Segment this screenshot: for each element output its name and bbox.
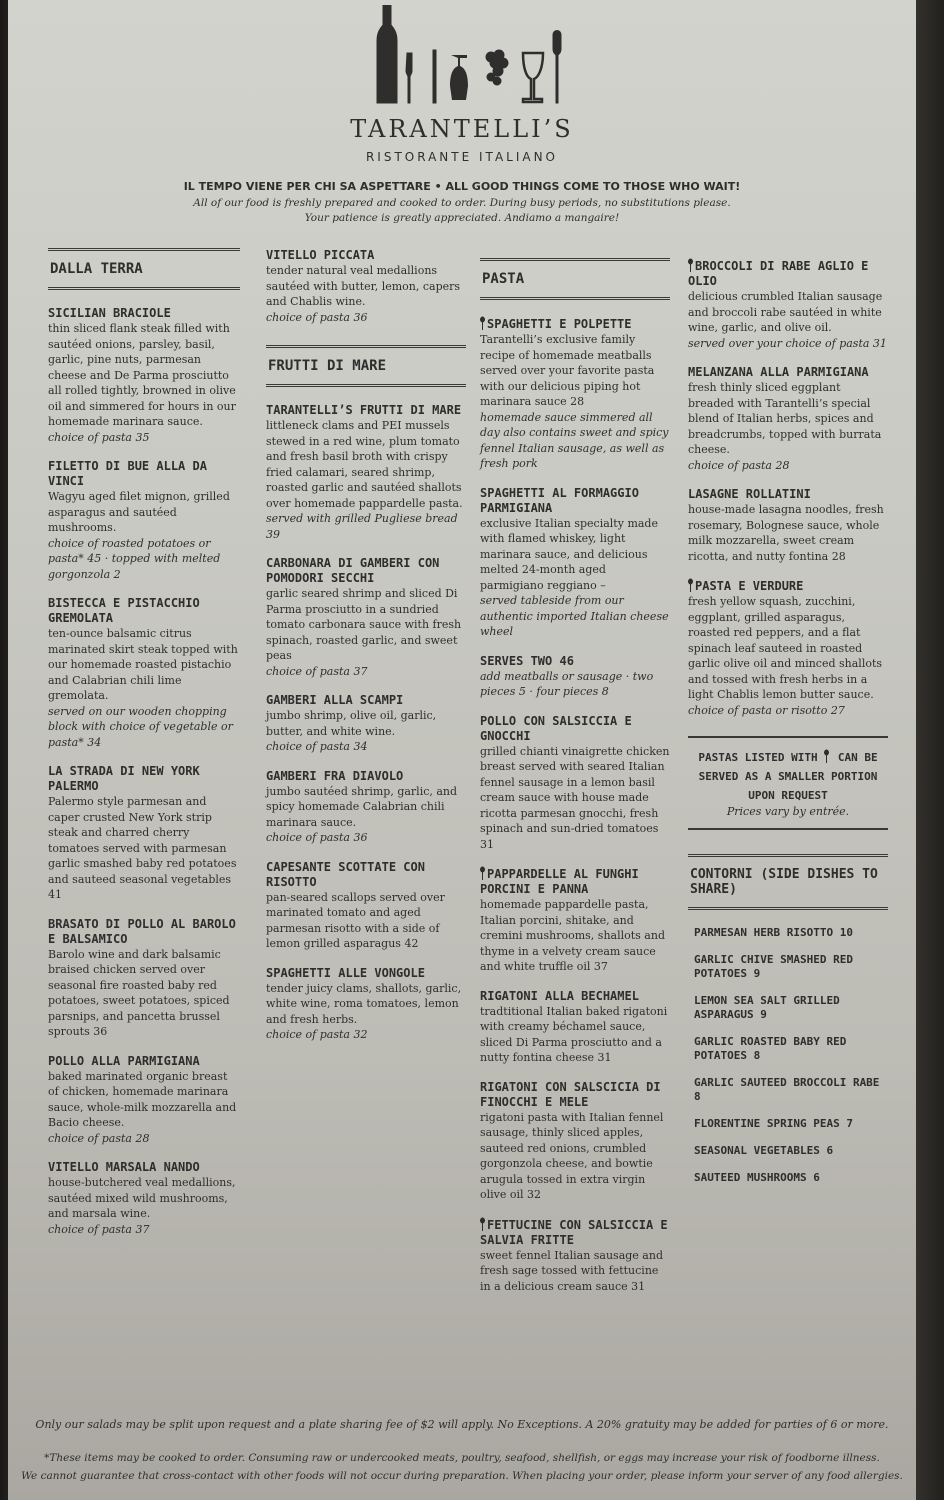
item-extra: choice of pasta 34 bbox=[266, 740, 368, 753]
column-pasta-continued bbox=[688, 258, 888, 1198]
item-extra: homemade sauce simmered all day also contains sweet and spicy fennel Italian sausage, as well as fresh pork bbox=[480, 410, 669, 470]
side-dish-item: GARLIC SAUTEED BROCCOLI RABE 8 bbox=[694, 1076, 880, 1103]
logo-icon bbox=[363, 5, 573, 105]
item-name: GAMBERI ALLA SCAMPI bbox=[266, 693, 404, 707]
item-description: fresh yellow squash, zucchini, eggplant, grilled asparagus, roasted red peppers, and a flat spinach leaf sauteed in roasted garlic olive oil and minced shallots and tossed with fresh herbs in a light Chablis lemon butter sauce. bbox=[688, 595, 883, 701]
side-dish-item: SEASONAL VEGETABLES 6 bbox=[694, 1144, 834, 1157]
item-description: grilled chianti vinaigrette chicken breast served with seared Italian fennel sausage in a lemon basil cream sauce with house made ricotta parmesan gnocchi, fresh spinach and sun-dried tomatoes 31 bbox=[480, 744, 670, 851]
item-extra: choice of pasta 36 bbox=[266, 831, 368, 844]
item-description: pan-seared scallops served over marinated tomato and aged parmesan risotto with a side of lemon grilled asparagus 42 bbox=[266, 890, 445, 950]
menu-item bbox=[266, 693, 466, 755]
item-name: SPAGHETTI AL FORMAGGIO PARMIGIANA bbox=[480, 485, 639, 515]
item-description: tender juicy clams, shallots, garlic, white wine, roma tomatoes, lemon and fresh herbs. bbox=[266, 981, 462, 1026]
footer-warning: *These items may be cooked to order. Consuming raw or undercooked meats, poultry, seafood, shellfish, or eggs may increase your risk of foodborne illness. bbox=[44, 1452, 880, 1464]
item-extra: add meatballs or sausage · two pieces 5 · four pieces 8 bbox=[480, 669, 654, 698]
side-dish-item: SAUTEED MUSHROOMS 6 bbox=[694, 1171, 820, 1184]
side-dish-item: PARMESAN HERB RISOTTO 10 bbox=[694, 926, 853, 939]
menu-item bbox=[480, 654, 670, 700]
item-name: BISTECCA E PISTACCHIO GREMOLATA bbox=[48, 596, 200, 625]
side-dish-item: FLORENTINE SPRING PEAS 7 bbox=[694, 1117, 853, 1130]
footer-split-policy: Only our salads may be split upon request and a plate sharing fee of $2 will apply. No Exceptions. A 20% gratuity may be added for parties of 6 or more. bbox=[35, 1418, 889, 1431]
item-description: Tarantelli’s exclusive family recipe of homemade meatballs served over your favorite pasta with our delicious piping hot marinara sauce 28 bbox=[480, 333, 655, 408]
footer-allergy: We cannot guarantee that cross-contact with other foods will not occur during preparation. When placing your order, please inform your server of any food allergies. bbox=[21, 1470, 903, 1482]
side-dish-item: GARLIC CHIVE SMASHED RED POTATOES 9 bbox=[694, 953, 853, 980]
item-extra: choice of pasta 36 bbox=[266, 310, 368, 324]
item-name: FETTUCINE CON SALSICCIA E SALVIA FRITTE bbox=[480, 1217, 668, 1247]
item-name: LASAGNE ROLLATINI bbox=[688, 487, 811, 501]
item-description: exclusive Italian specialty made with flamed whiskey, light marinara sauce, and delicious melted 24-month aged parmigiano reggiano – bbox=[480, 516, 658, 592]
item-name: SPAGHETTI E POLPETTE bbox=[487, 317, 632, 331]
spoon-icon bbox=[480, 866, 485, 880]
menu-item bbox=[480, 714, 670, 853]
item-extra: choice of pasta 37 bbox=[266, 664, 368, 678]
menu-item bbox=[266, 403, 466, 542]
note-text-2: CAN BE SERVED AS A SMALLER PORTION UPON REQUEST bbox=[698, 751, 878, 802]
item-description: ten-ounce balsamic citrus marinated skirt steak topped with our homemade roasted pistachio and Calabrian chili lime gremolata. bbox=[48, 627, 238, 702]
menu-item bbox=[48, 459, 240, 582]
item-extra: choice of pasta or risotto 27 bbox=[688, 703, 845, 717]
column-pasta bbox=[480, 258, 670, 1308]
item-name: FILETTO DI BUE ALLA DA VINCI bbox=[48, 459, 207, 488]
menu-item bbox=[688, 578, 888, 718]
item-description: thin sliced flank steak filled with sautéed onions, parsley, basil, garlic, pine nuts, parmesan cheese and De Parma prosciutto all rolled tightly, browned in olive oil and simmered for hours in our homemade marinara sauce. bbox=[48, 322, 236, 428]
menu-item bbox=[266, 769, 466, 846]
item-extra: served tableside from our authentic imported Italian cheese wheel bbox=[480, 594, 669, 638]
item-name: RIGATONI ALLA BECHAMEL bbox=[480, 988, 639, 1003]
item-description: Wagyu aged filet mignon, grilled asparagus and sautéed mushrooms. bbox=[48, 490, 230, 534]
item-extra: served on our wooden chopping block with choice of vegetable or pasta* 34 bbox=[48, 704, 233, 749]
item-description: garlic seared shrimp and sliced Di Parma prosciutto in a sundried tomato carbonara sauce with fresh spinach, roasted garlic, and sweet peas bbox=[266, 587, 462, 662]
item-extra: choice of pasta 37 bbox=[48, 1222, 150, 1236]
menu-sheet bbox=[8, 0, 916, 1500]
item-description: house-made lasagna noodles, fresh rosemary, Bolognese sauce, whole milk mozzarella, sweet cream ricotta, and nutty fontina 28 bbox=[688, 503, 884, 563]
menu-item bbox=[688, 258, 888, 351]
spoon-icon bbox=[480, 1217, 485, 1231]
item-extra: choice of roasted potatoes or pasta* 45 · topped with melted gorgonzola 2 bbox=[48, 536, 221, 581]
item-name: LA STRADA DI NEW YORK PALERMO bbox=[48, 764, 200, 793]
spoon-icon bbox=[688, 578, 693, 592]
menu-item bbox=[48, 1160, 240, 1237]
menu-item bbox=[48, 306, 240, 445]
item-description: sweet fennel Italian sausage and fresh sage tossed with fettucine in a delicious cream sauce 31 bbox=[480, 1248, 663, 1293]
item-name: CAPESANTE SCOTTATE CON RISOTTO bbox=[266, 859, 425, 889]
column-dalla-terra bbox=[48, 248, 240, 1251]
intro-line-1: All of our food is freshly prepared and cooked to order. During busy periods, no substitutions please. bbox=[193, 197, 731, 209]
menu-item bbox=[480, 866, 670, 975]
menu-item bbox=[480, 486, 670, 640]
menu-item bbox=[480, 1080, 670, 1203]
menu-item bbox=[688, 365, 888, 473]
section-heading: PASTA bbox=[480, 258, 670, 300]
item-name: POLLO CON SALSICCIA E GNOCCHI bbox=[480, 713, 632, 743]
intro-text bbox=[8, 196, 916, 226]
menu-item bbox=[266, 556, 466, 679]
note-text-1: PASTAS LISTED WITH bbox=[698, 751, 818, 764]
item-name: PAPPARDELLE AL FUNGHI PORCINI E PANNA bbox=[480, 867, 639, 896]
item-name: PASTA E VERDURE bbox=[695, 579, 804, 593]
menu-item bbox=[48, 596, 240, 750]
item-description: baked marinated organic breast of chicken, homemade marinara sauce, whole-milk mozzarella and Bacio cheese. bbox=[48, 1069, 237, 1129]
item-name: CARBONARA DI GAMBERI CON POMODORI SECCHI bbox=[266, 556, 440, 585]
item-description: tradtitional Italian baked rigatoni with creamy béchamel sauce, sliced Di Parma prosciutto and a nutty fontina cheese 31 bbox=[480, 1004, 668, 1064]
item-description: rigatoni pasta with Italian fennel sausage, thinly sliced apples, sauteed red onions, crumbled gorgonzola cheese, and bowtie arugula tossed in extra virgin olive oil 32 bbox=[480, 1110, 664, 1201]
item-description: jumbo sautéed shrimp, garlic, and spicy homemade Calabrian chili marinara sauce. bbox=[266, 784, 458, 829]
menu-item bbox=[48, 917, 240, 1040]
spoon-icon bbox=[824, 749, 829, 763]
item-name: VITELLO PICCATA bbox=[266, 248, 375, 262]
item-extra: choice of pasta 28 bbox=[688, 458, 790, 472]
item-name: SICILIAN BRACIOLE bbox=[48, 306, 171, 320]
restaurant-name: TARANTELLI’S bbox=[350, 115, 574, 143]
small-portion-note bbox=[688, 736, 888, 830]
item-extra: served with grilled Pugliese bread 39 bbox=[266, 512, 458, 541]
item-name: BRASATO DI POLLO AL BAROLO E BALSAMICO bbox=[48, 916, 236, 946]
menu-item bbox=[480, 316, 670, 472]
intro-line-2: Your patience is greatly appreciated. Andiamo a mangaire! bbox=[304, 212, 620, 224]
item-name: RIGATONI CON SALSCICIA DI FINOCCHI E MELE bbox=[480, 1079, 661, 1109]
item-description: homemade pappardelle pasta, Italian porcini, shitake, and cremini mushrooms, shallots and thyme in a velvety cream sauce and white truffle oil 37 bbox=[480, 898, 665, 973]
item-extra: served over your choice of pasta 31 bbox=[688, 336, 887, 350]
item-name: POLLO ALLA PARMIGIANA bbox=[48, 1053, 200, 1068]
menu-item bbox=[480, 1217, 670, 1295]
tagline: IL TEMPO VIENE PER CHI SA ASPETTARE • ALL GOOD THINGS COME TO THOSE WHO WAIT! bbox=[183, 180, 741, 193]
spoon-icon bbox=[688, 258, 693, 272]
menu-item bbox=[266, 966, 466, 1043]
menu-item bbox=[266, 248, 466, 325]
item-description: jumbo shrimp, olive oil, garlic, butter, and white wine. bbox=[266, 709, 437, 738]
side-dish-item: GARLIC ROASTED BABY RED POTATOES 8 bbox=[694, 1035, 847, 1062]
menu-item bbox=[48, 764, 240, 903]
item-name: BROCCOLI DI RABE AGLIO E OLIO bbox=[688, 259, 869, 288]
item-name: MELANZANA ALLA PARMIGIANA bbox=[688, 365, 869, 379]
item-extra: choice of pasta 32 bbox=[266, 1028, 368, 1041]
menu-item bbox=[688, 487, 888, 564]
item-name: SERVES TWO 46 bbox=[480, 653, 574, 668]
item-name: TARANTELLI’S FRUTTI DI MARE bbox=[266, 403, 462, 417]
menu-item bbox=[266, 860, 466, 952]
item-description: fresh thinly sliced eggplant breaded with Tarantelli’s special blend of Italian herbs, spices and breadcrumbs, topped with burrata cheese. bbox=[688, 381, 882, 456]
menu-item bbox=[48, 1054, 240, 1147]
menu-item bbox=[480, 989, 670, 1066]
item-description: Palermo style parmesan and caper crusted New York strip steak and charred cherry tomatoes served with parmesan garlic smashed baby red potatoes and sauteed seasonal vegetables 41 bbox=[48, 795, 237, 901]
item-extra: choice of pasta 28 bbox=[48, 1131, 150, 1145]
item-description: tender natural veal medallions sautéed with butter, lemon, capers and Chablis wine. bbox=[266, 264, 461, 308]
column-frutti-di-mare bbox=[266, 248, 466, 1057]
item-description: delicious crumbled Italian sausage and broccoli rabe sautéed in white wine, garlic, and olive oil. bbox=[688, 290, 883, 334]
spoon-icon bbox=[480, 316, 485, 330]
item-name: VITELLO MARSALA NANDO bbox=[48, 1160, 200, 1174]
item-description: littleneck clams and PEI mussels stewed in a red wine, plum tomato and fresh basil broth with crispy fried calamari, seared shrimp, roasted garlic and sautéed shallots over homemade pappardelle pasta. bbox=[266, 419, 463, 510]
item-name: GAMBERI FRA DIAVOLO bbox=[266, 768, 404, 783]
side-dish-item: LEMON SEA SALT GRILLED ASPARAGUS 9 bbox=[694, 994, 840, 1021]
section-heading: DALLA TERRA bbox=[48, 248, 240, 290]
item-description: Barolo wine and dark balsamic braised chicken served over seasonal fire roasted baby red potatoes, sweet potatoes, spiced parsnips, and pancetta brussel sprouts 36 bbox=[48, 947, 230, 1038]
item-description: house-butchered veal medallions, sautéed mixed wild mushrooms, and marsala wine. bbox=[48, 1176, 236, 1220]
section-heading-contorni: CONTORNI (SIDE DISHES TO SHARE) bbox=[688, 854, 888, 910]
item-extra: choice of pasta 35 bbox=[48, 430, 150, 444]
note-subtext: Prices vary by entrée. bbox=[726, 805, 850, 818]
section-heading: FRUTTI DI MARE bbox=[266, 345, 466, 387]
restaurant-subtitle: RISTORANTE ITALIANO bbox=[365, 150, 559, 164]
item-name: SPAGHETTI ALLE VONGOLE bbox=[266, 965, 425, 980]
